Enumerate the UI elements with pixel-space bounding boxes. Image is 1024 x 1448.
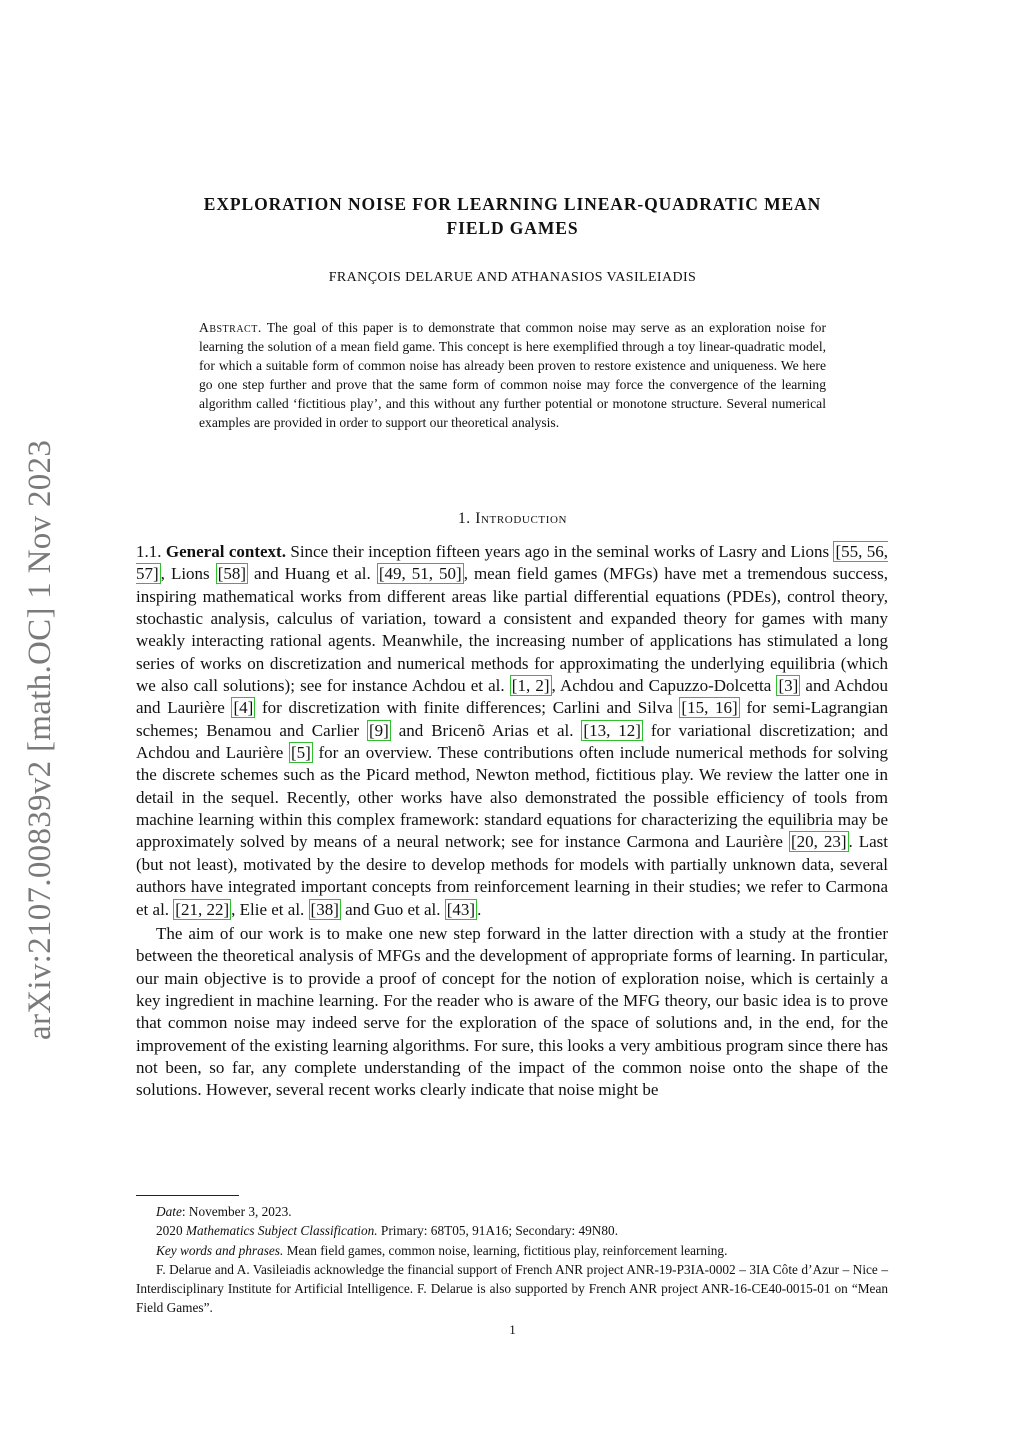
- footnote-msc: [136, 1221, 888, 1240]
- arxiv-identifier[interactable]: arXiv:2107.00839v2 [math.OC] 1 Nov 2023: [22, 439, 58, 1040]
- para1-text-2: , Lions: [160, 564, 216, 584]
- subsection-number: 1.1.: [136, 542, 162, 561]
- citation-link[interactable]: [49, 51, 50]: [378, 564, 462, 584]
- date-value: : November 3, 2023.: [181, 1204, 292, 1219]
- citation-link[interactable]: [9]: [368, 720, 389, 740]
- citation-link[interactable]: [4]: [233, 698, 254, 718]
- body-text: [136, 541, 888, 1102]
- para1-text-14: for semi-Lagrangian schemes; Benamou and Carlier: [136, 698, 889, 740]
- abstract: [199, 318, 826, 432]
- msc-label: Mathematics Subject Classification.: [185, 1223, 378, 1239]
- para1-text-16: and Bricenõ Arias et al.: [390, 720, 582, 740]
- para1-text-6: , mean field games (MFGs) have met a tremendous success, inspiring mathematical works from different areas like partial differential equations (PDEs), control theory, stochastic analysis, calculus of variation, toward a consistent and expanded theory for games with many weakly interacting rational agents. Meanwhile, the increasing number of applications has stimulated a long series of works on discretization and numerical methods for approximating the underlying equilibria (which we also call solutions); see for instance Achdou et al.: [136, 564, 889, 696]
- section-title: Introduction: [475, 510, 568, 527]
- msc-prefix: 2020: [156, 1223, 186, 1239]
- section-number: 1.: [457, 510, 471, 527]
- title-line-1: EXPLORATION NOISE FOR LEARNING LINEAR-QUADRATIC MEAN: [203, 194, 822, 214]
- keywords-value: Mean field games, common noise, learning, fictitious play, reinforcement learning.: [283, 1242, 728, 1258]
- abstract-text: The goal of this paper is to demonstrate that common noise may serve as an exploration noise for learning the solution of a mean field game. This concept is here exemplified through a toy linear-quadratic model, for which a suitable form of common noise has already been proven to restore existence and uniqueness. We here go one step further and prove that the same form of common noise may force the convergence of the learning algorithm called ‘fictitious play’, and this without any further potential or monotone structure. Several numerical examples are provided in order to support our theoretical analysis.: [199, 320, 826, 430]
- footnote-date: [136, 1202, 888, 1221]
- citation-link[interactable]: [20, 23]: [790, 832, 847, 852]
- paper-title: [135, 192, 890, 240]
- footnote-acknowledgement: F. Delarue and A. Vasileiadis acknowledge the financial support of French ANR project ANR-19-P3IA-0002 – 3IA Côte d’Azur – Nice – Interdisciplinary Institute for Artificial Intelligence. F. Delarue is also supported by French ANR project ANR-16-CE40-0015-01 on “Mean Field Games”.: [136, 1261, 888, 1316]
- paper-authors: FRANÇOIS DELARUE AND ATHANASIOS VASILEIADIS: [328, 270, 697, 285]
- title-line-2: FIELD GAMES: [446, 218, 579, 238]
- para1-text-10: and Achdou and Laurière: [136, 676, 888, 718]
- subsection-title: General context.: [165, 542, 286, 561]
- citation-link[interactable]: [38]: [310, 899, 339, 919]
- footnotes: [136, 1202, 888, 1318]
- page-number: 1: [509, 1322, 516, 1337]
- citation-link[interactable]: [13, 12]: [583, 720, 641, 740]
- para1-text-8: , Achdou and Capuzzo-Dolcetta: [551, 676, 777, 696]
- para1-text-18: for variational discretization; and Achdou and Laurière: [136, 720, 889, 763]
- para1-text-24: , Elie et al.: [231, 899, 309, 919]
- paragraph-general-context: [136, 541, 888, 921]
- section-heading-introduction: [135, 510, 890, 528]
- citation-link[interactable]: [15, 16]: [681, 698, 738, 718]
- msc-value: Primary: 68T05, 91A16; Secondary: 49N80.: [377, 1223, 619, 1239]
- footnote-divider: [136, 1195, 239, 1196]
- para1-text-20: for an overview. These contributions often include numerical methods for solving the discrete schemes such as the Picard method, Newton method, fictitious play. We review the latter one in detail in the sequel. Recently, other works have also demonstrated the possible efficiency of tools from machine learning within this complex framework: standard equations for characterizing the equilibria may be approximately solved by means of a neural network; see for instance Carmona and Laurière: [136, 743, 888, 852]
- paragraph-aim: The aim of our work is to make one new step forward in the latter direction with a study at the frontier between the theoretical analysis of MFGs and the development of appropriate forms of learning. In particular, our main objective is to provide a proof of concept for the notion of exploration noise, which is certainly a key ingredient in machine learning. For the reader who is aware of the MFG theory, our basic idea is to prove that common noise may indeed serve for the exploration of the space of solutions and, in the end, for the improvement of the existing learning algorithms. For sure, this looks a very ambitious program since there has not been, so far, any complete understanding of the impact of the common noise onto the shape of the solutions. However, several recent works clearly indicate that noise might be: [136, 923, 888, 1100]
- citation-link[interactable]: [1, 2]: [511, 676, 550, 696]
- para1-text-26: and Guo et al.: [340, 899, 445, 919]
- para1-text-12: for discretization with finite differences; Carlini and Silva: [255, 698, 680, 718]
- para1-text-4: and Huang et al.: [248, 564, 377, 584]
- citation-link[interactable]: [5]: [290, 743, 311, 763]
- citation-link[interactable]: [43]: [446, 899, 476, 919]
- footnote-keywords: [136, 1241, 888, 1260]
- para1-text-28: .: [477, 899, 482, 919]
- citation-link[interactable]: [55, 56, 57]: [136, 542, 889, 584]
- citation-link[interactable]: [21, 22]: [175, 899, 230, 919]
- keywords-label: Key words and phrases.: [156, 1242, 284, 1258]
- citation-link[interactable]: [3]: [778, 676, 799, 696]
- para1-text-0: Since their inception fifteen years ago in the seminal works of Lasry and Lions: [290, 542, 834, 561]
- abstract-label: Abstract.: [199, 320, 262, 335]
- para1-text-22: . Last (but not least), motivated by the desire to develop methods for models with partially unknown data, several authors have integrated important concepts from reinforcement learning in their studies; we refer to Carmona et al.: [136, 832, 888, 919]
- citation-link[interactable]: [58]: [217, 564, 247, 584]
- date-label: Date: [156, 1204, 182, 1219]
